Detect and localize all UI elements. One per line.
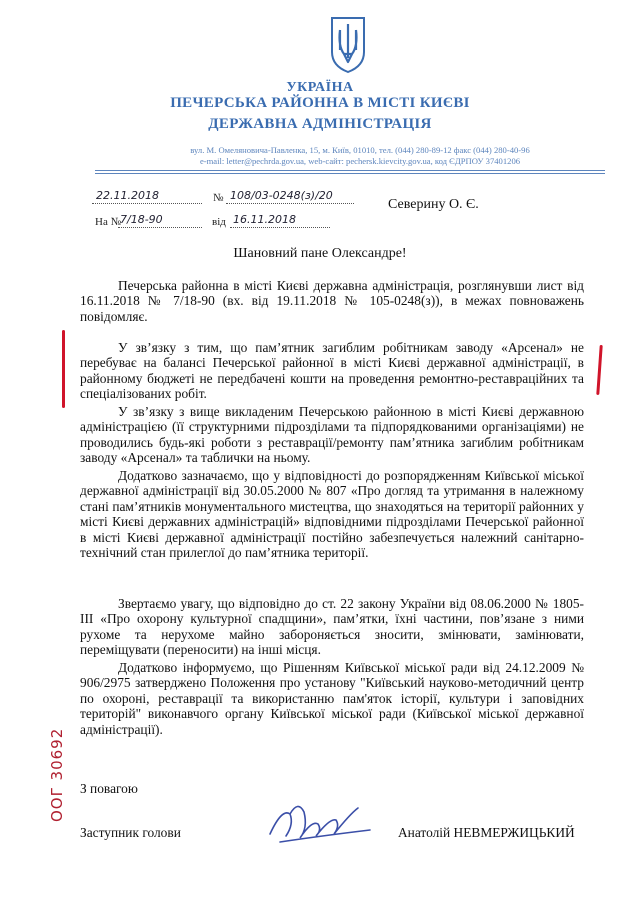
paragraph-5: Звертаємо увагу, що відповідно до ст. 22 закону України від 08.06.2000 № 1805-ІІІ «Про охорону культурної спадщини», пам’ятки, їхні частини, пов’язане з ними рухоме та нерухоме майно забороняється зносити, змінювати, замінювати, переміщувати (переносити) на інші місця. xyxy=(80,596,584,658)
signer-name: Анатолій НЕВМЕРЖИЦЬКИЙ xyxy=(398,825,575,840)
registration-number-label: № xyxy=(213,192,224,204)
header-contacts: e-mail: letter@pechrda.gov.ua, web-сайт: pechersk.kievcity.gov.ua, код ЄДРПОУ 37401206 xyxy=(199,156,521,166)
paragraph-2: У зв’язку з тим, що пам’ятник загиблим робітникам заводу «Арсенал» не перебуває на балансі Печерської районної в місті Києві державної адміністрації, в районному бюджеті не передбачені кошти на проведення ремонтно-реставраційних та спеціалізованих робіт. xyxy=(80,340,584,402)
paragraph-4: Додатково зазначаємо, що у відповідності до розпорядженням Київської міської державної адміністрації від 30.05.2000 № 807 «Про догляд та утримання в належному стані пам’ятників монументального мистецтва, що знаходяться на території районних у місті Києві державних адміністрацій» відповідними підрозділами Печерської районної в місті Києві державної адміністрації постійно забезпечується належний санітарно-технічний стан прилеглої до пам’ятника території. xyxy=(80,468,584,561)
paragraph-1: Печерська районна в місті Києві державна адміністрація, розглянувши лист від 16.11.2018 № 7/18-90 (вх. від 19.11.2018 № 105-0248(з)), в межах повноважень повідомляє. xyxy=(80,278,584,324)
header-divider xyxy=(95,173,605,174)
header-org-line2: ДЕРЖАВНА АДМІНІСТРАЦІЯ xyxy=(208,116,432,132)
underline xyxy=(118,227,202,228)
paragraph-3: У зв’язку з вище викладеним Печерською районною в місті Києві державною адміністрацією (її структурними підрозділами та підпорядкованими організаціями) не проводились будь-які роботи з реставрації/ремонту пам’ятника загиблим робітникам заводу «Арсенал» та таблички на ньому. xyxy=(80,404,584,466)
underline xyxy=(230,227,330,228)
margin-mark-right xyxy=(596,345,602,395)
closing: З повагою xyxy=(80,781,138,796)
paragraph-6: Додатково інформуємо, що Рішенням Київської міської ради від 24.12.2009 № 906/2975 затверджено Положення про установу "Київський науково-методичний центр по охороні, реставрації та використанню пам'яток історії, культури і заповідних територій" виконавчого органу Київської міської ради (Київської міської державної адміністрації). xyxy=(80,660,584,737)
underline xyxy=(92,203,202,204)
from-label: від xyxy=(212,216,226,228)
incoming-stamp: ООГ 30692 xyxy=(48,727,66,822)
header-divider xyxy=(95,170,605,171)
header-org-line1: ПЕЧЕРСЬКА РАЙОННА В МІСТІ КИЄВІ xyxy=(170,95,470,111)
from-date: 16.11.2018 xyxy=(233,213,296,226)
signature-position: Заступник голови xyxy=(80,825,181,840)
underline xyxy=(226,203,354,204)
header-country: УКРАЇНА xyxy=(286,80,354,95)
margin-mark-left xyxy=(62,330,65,408)
registration-number: 108/03-0248(з)/20 xyxy=(230,189,333,202)
coat-of-arms-icon xyxy=(328,14,368,74)
recipient: Северину О. Є. xyxy=(388,197,479,212)
salutation: Шановний пане Олександре! xyxy=(233,246,407,261)
registration-date: 22.11.2018 xyxy=(96,189,159,202)
header-address: вул. М. Омеляновича-Павленка, 15, м. Київ, 01010, тел. (044) 280-89-12 факс (044) 280-40-96 xyxy=(190,145,530,155)
on-number: 7/18-90 xyxy=(120,213,163,226)
signature-icon xyxy=(260,790,380,850)
on-number-label: На № xyxy=(95,216,122,228)
